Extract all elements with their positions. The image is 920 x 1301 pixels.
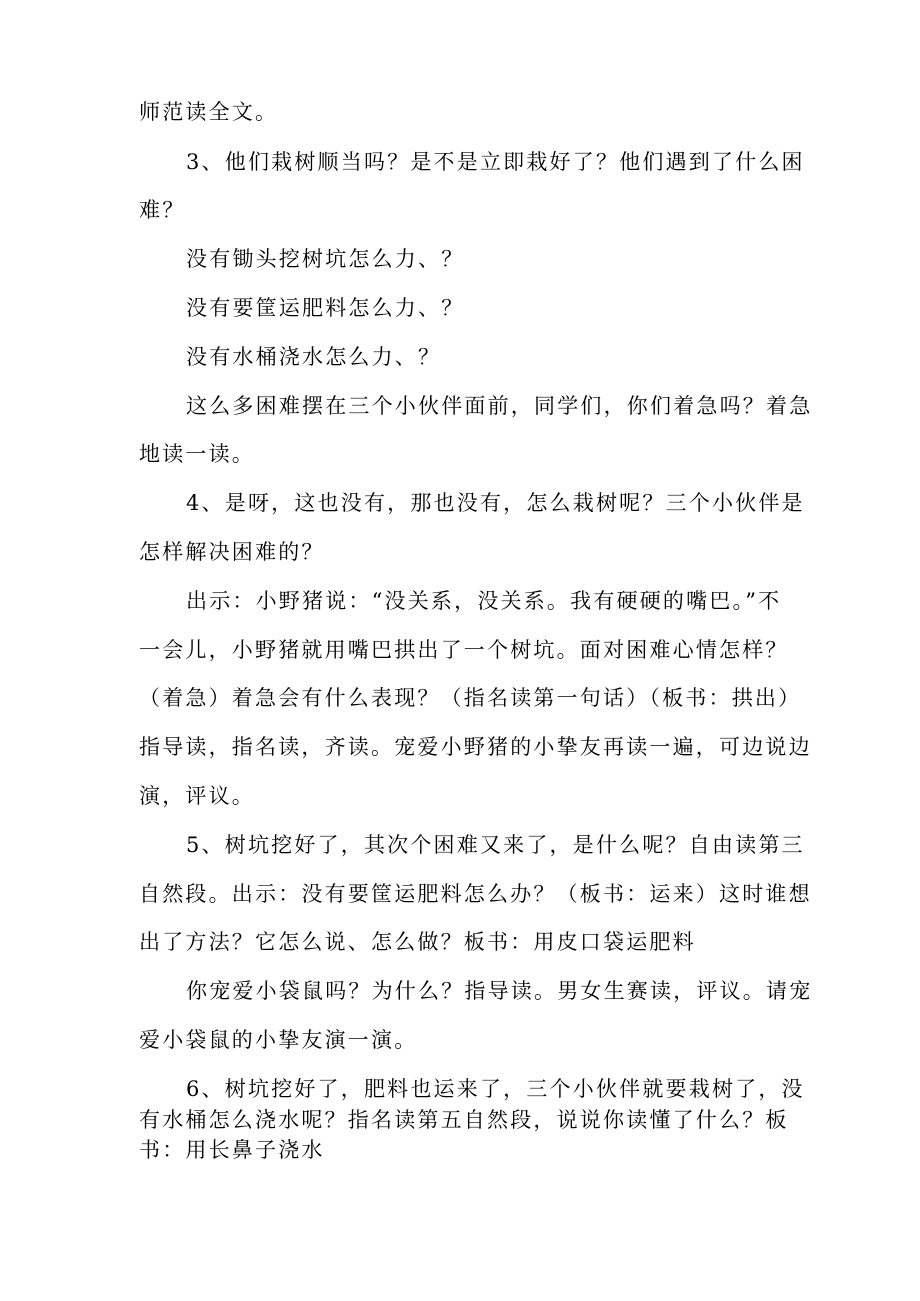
- text-line: 指导读，指名读，齐读。宠爱小野猪的小挚友再读一遍，可边说边: [139, 735, 812, 759]
- text-line: 师范读全文。: [139, 100, 279, 124]
- text-line: 没有锄头挖树坑怎么力、？: [186, 247, 465, 271]
- text-line: 6、树坑挖好了，肥料也运来了，三个小伙伴就要栽树了，没: [186, 1077, 805, 1101]
- text-line: 4、是呀，这也没有，那也没有，怎么栽树呢？三个小伙伴是: [186, 491, 805, 515]
- text-line: 地读一读。: [139, 442, 255, 466]
- text-line: 出示：小野猪说：“没关系，没关系。我有硬硬的嘴巴。”不: [186, 589, 782, 613]
- text-line: 一会儿，小野猪就用嘴巴拱出了一个树坑。面对困难心情怎样？: [139, 638, 789, 662]
- text-line: （着急）着急会有什么表现？（指名读第一句话）（板书：拱出）: [139, 686, 802, 710]
- text-line: 你宠爱小袋鼠吗？为什么？指导读。男女生赛读，评议。请宠: [186, 979, 813, 1003]
- text-line: 怎样解决困难的？: [139, 540, 325, 564]
- text-line: 书：用长鼻子浇水: [139, 1138, 325, 1162]
- text-line: 这么多困难摆在三个小伙伴面前，同学们，你们着急吗？着急: [186, 394, 813, 418]
- text-line: 没有水桶浇水怎么力、？: [186, 345, 442, 369]
- text-line: 5、树坑挖好了，其次个困难又来了，是什么呢？自由读第三: [186, 833, 805, 857]
- text-line: 出了方法？它怎么说、怎么做？板书：用皮口袋运肥料: [139, 930, 696, 954]
- text-line: 难？: [139, 198, 186, 222]
- text-line: 没有要筐运肥料怎么力、？: [186, 296, 465, 320]
- text-line: 爱小袋鼠的小挚友演一演。: [139, 1028, 418, 1052]
- text-line: 自然段。出示：没有要筐运肥料怎么办？（板书：运来）这时谁想: [139, 882, 812, 906]
- text-line: 有水桶怎么浇水呢？指名读第五自然段，说说你读懂了什么？板: [139, 1108, 789, 1132]
- text-line: 3、他们栽树顺当吗？是不是立即栽好了？他们遇到了什么困: [186, 150, 805, 174]
- text-line: 演，评议。: [139, 784, 255, 808]
